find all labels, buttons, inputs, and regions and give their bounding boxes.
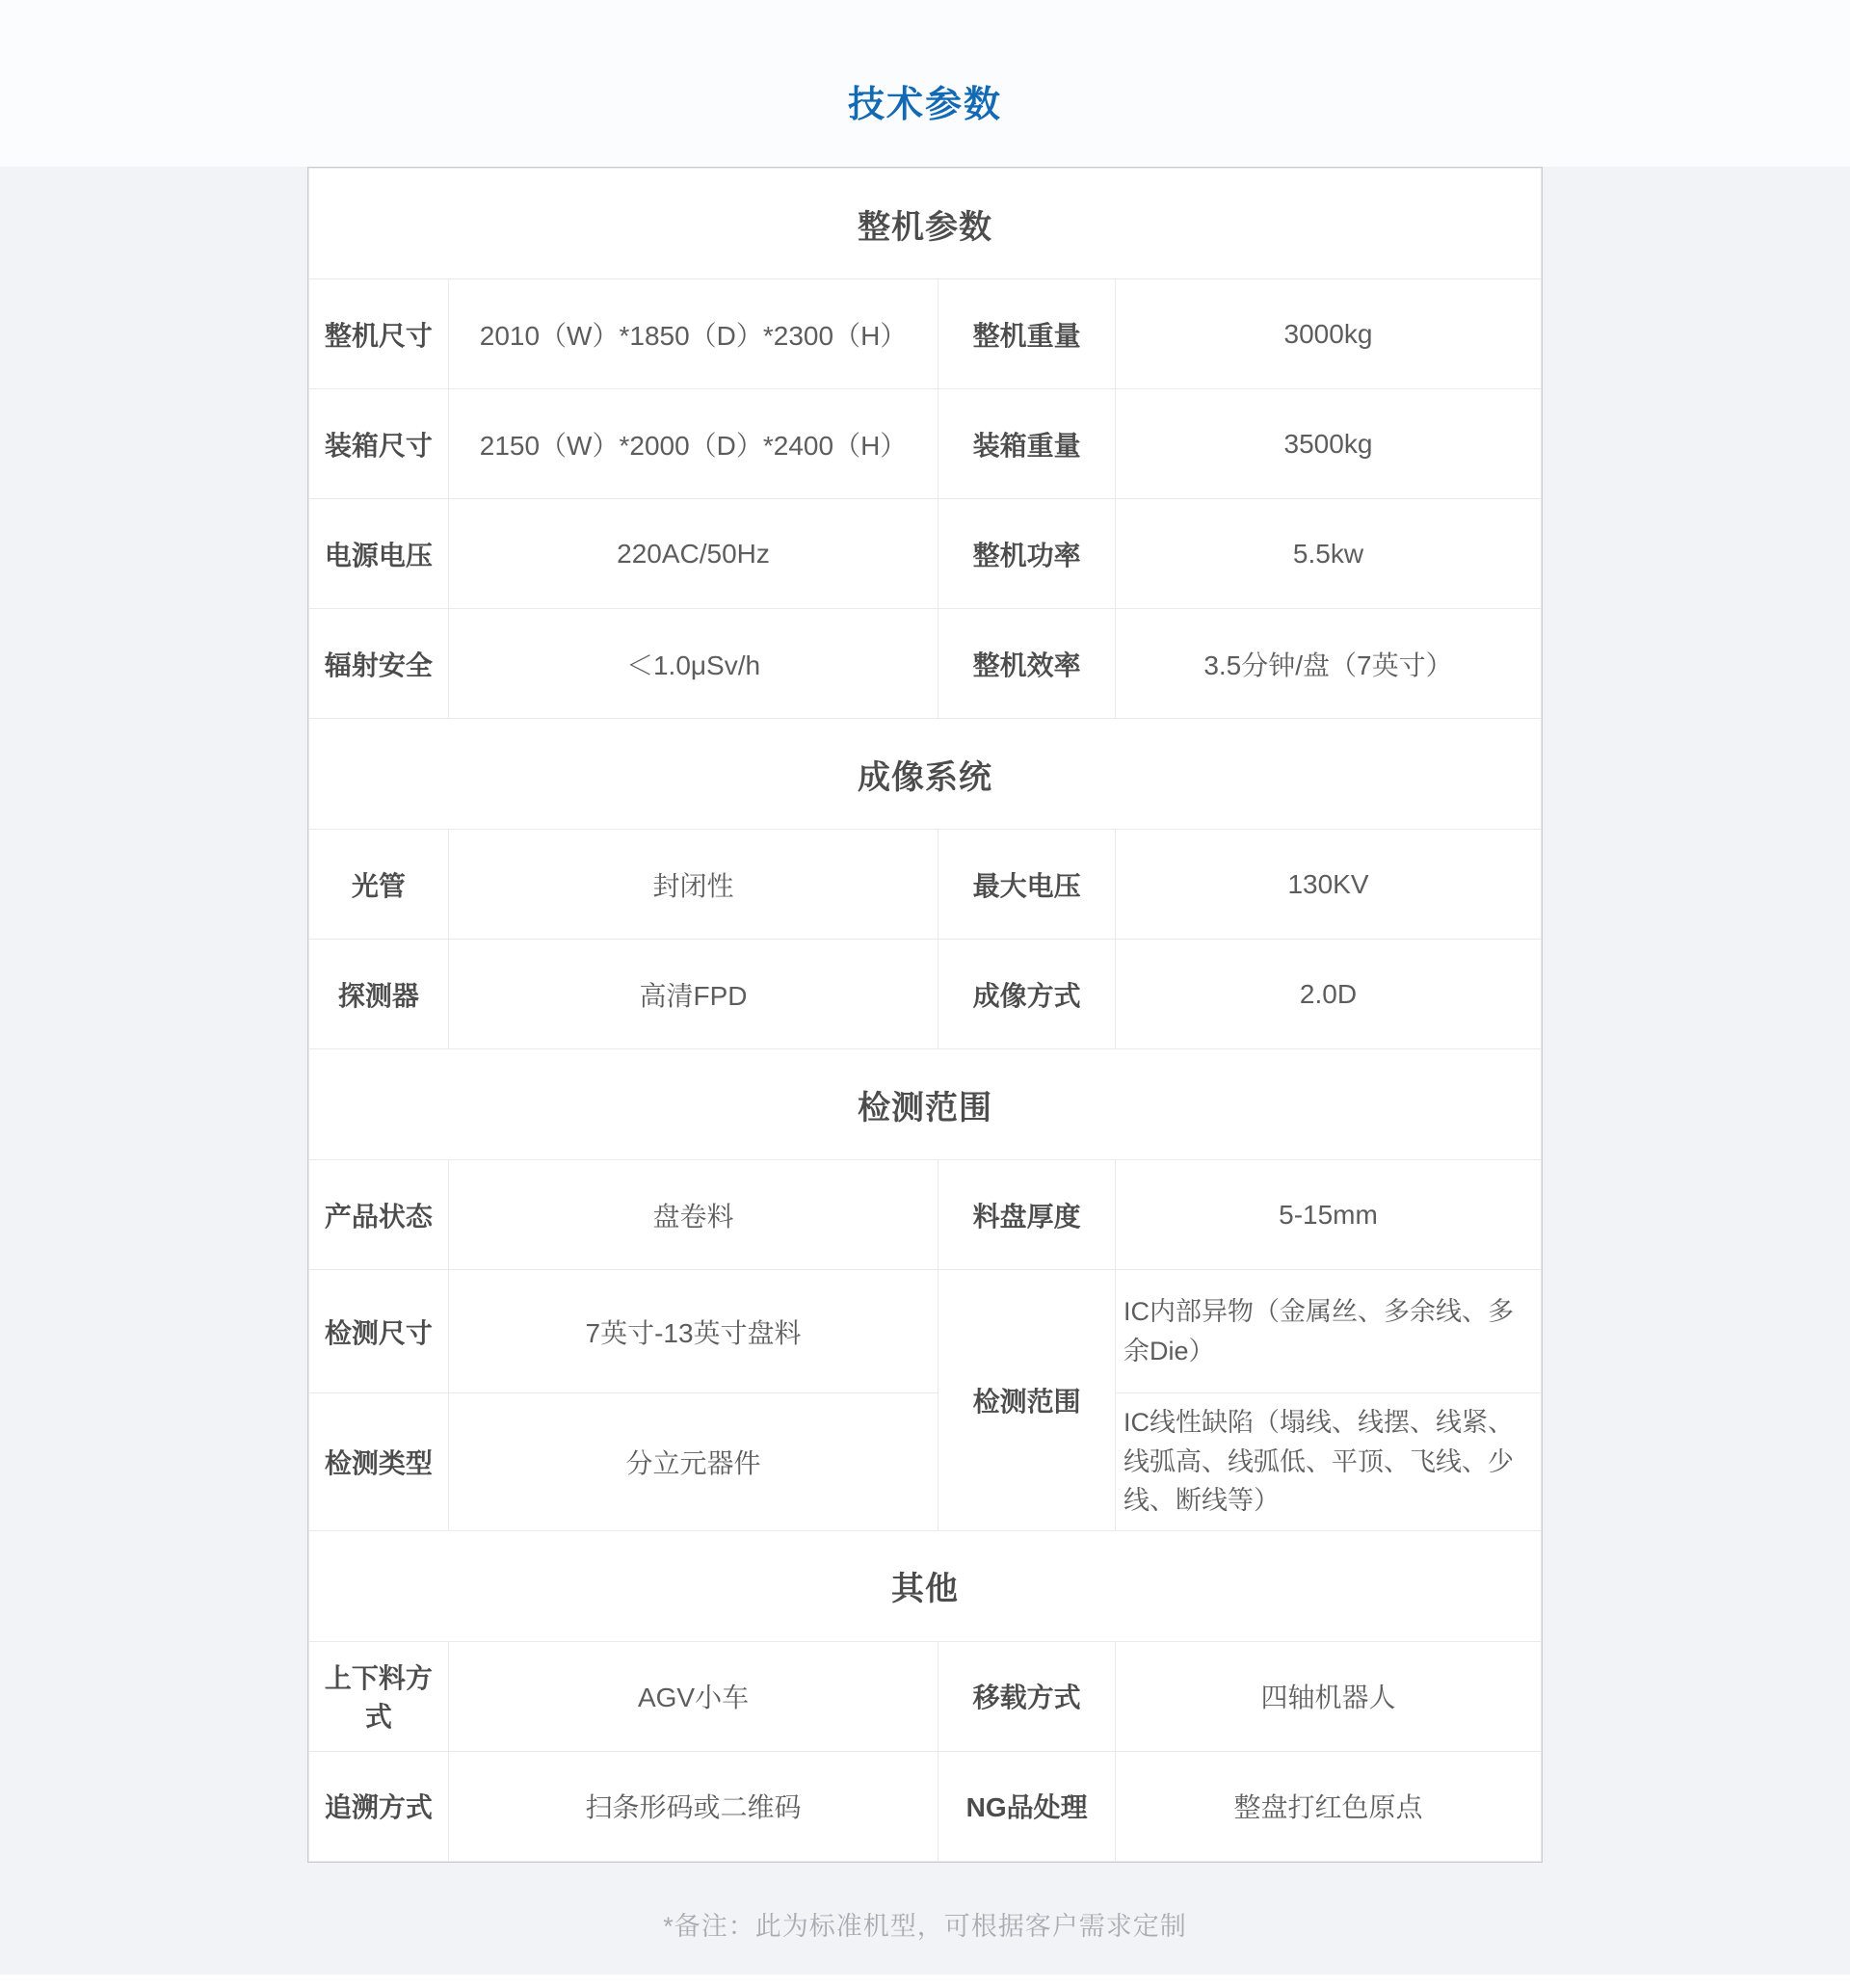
table-row bbox=[309, 1393, 1542, 1531]
spec-label: 整机重量 bbox=[938, 279, 1116, 389]
spec-value: 3000kg bbox=[1115, 279, 1541, 389]
spec-label: 探测器 bbox=[309, 940, 449, 1049]
spec-value: AGV小车 bbox=[448, 1641, 938, 1751]
spec-label: 辐射安全 bbox=[309, 609, 449, 719]
spec-value: 扫条形码或二维码 bbox=[448, 1751, 938, 1861]
spec-label: 检测范围 bbox=[938, 1270, 1116, 1531]
spec-label: 整机效率 bbox=[938, 609, 1116, 719]
section-heading: 整机参数 bbox=[309, 169, 1542, 279]
spec-value: 5-15mm bbox=[1115, 1160, 1541, 1270]
spec-value: 2150（W）*2000（D）*2400（H） bbox=[448, 389, 938, 499]
spec-value: 2.0D bbox=[1115, 940, 1541, 1049]
spec-label: 成像方式 bbox=[938, 940, 1116, 1049]
table-row bbox=[309, 1160, 1542, 1270]
spec-table bbox=[308, 168, 1542, 1862]
table-row bbox=[309, 940, 1542, 1049]
section-row bbox=[309, 719, 1542, 830]
table-row bbox=[309, 609, 1542, 719]
spec-value: 220AC/50Hz bbox=[448, 499, 938, 609]
spec-value: 封闭性 bbox=[448, 830, 938, 940]
table-row bbox=[309, 830, 1542, 940]
spec-value: 四轴机器人 bbox=[1115, 1641, 1541, 1751]
spec-label: 检测类型 bbox=[309, 1393, 449, 1531]
spec-label: 最大电压 bbox=[938, 830, 1116, 940]
spec-value: 3.5分钟/盘（7英寸） bbox=[1115, 609, 1541, 719]
spec-value: 分立元器件 bbox=[448, 1393, 938, 1531]
spec-label: NG品处理 bbox=[938, 1751, 1116, 1861]
spec-label: 移载方式 bbox=[938, 1641, 1116, 1751]
spec-label: 整机尺寸 bbox=[309, 279, 449, 389]
spec-value: 130KV bbox=[1115, 830, 1541, 940]
spec-label: 电源电压 bbox=[309, 499, 449, 609]
spec-table-container bbox=[307, 167, 1543, 1863]
section-heading: 检测范围 bbox=[309, 1049, 1542, 1160]
section-heading: 成像系统 bbox=[309, 719, 1542, 830]
table-row bbox=[309, 1270, 1542, 1393]
spec-label: 装箱尺寸 bbox=[309, 389, 449, 499]
spec-value: 5.5kw bbox=[1115, 499, 1541, 609]
section-row bbox=[309, 169, 1542, 279]
spec-value: 7英寸-13英寸盘料 bbox=[448, 1270, 938, 1393]
spec-value: 高清FPD bbox=[448, 940, 938, 1049]
spec-value: 3500kg bbox=[1115, 389, 1541, 499]
spec-value: 整盘打红色原点 bbox=[1115, 1751, 1541, 1861]
spec-value: 盘卷料 bbox=[448, 1160, 938, 1270]
spec-value: IC内部异物（金属丝、多余线、多余Die） bbox=[1115, 1270, 1541, 1393]
footnote: *备注：此为标准机型，可根据客户需求定制 bbox=[663, 1911, 1187, 1941]
table-row bbox=[309, 499, 1542, 609]
spec-label: 追溯方式 bbox=[309, 1751, 449, 1861]
spec-value: ＜1.0μSv/h bbox=[448, 609, 938, 719]
spec-value: IC线性缺陷（塌线、线摆、线紧、线弧高、线弧低、平顶、飞线、少线、断线等） bbox=[1115, 1393, 1541, 1531]
table-row bbox=[309, 279, 1542, 389]
spec-label: 料盘厚度 bbox=[938, 1160, 1116, 1270]
spec-value: 2010（W）*1850（D）*2300（H） bbox=[448, 279, 938, 389]
spec-label: 上下料方式 bbox=[309, 1641, 449, 1751]
spec-label: 装箱重量 bbox=[938, 389, 1116, 499]
spec-label: 整机功率 bbox=[938, 499, 1116, 609]
spec-label: 检测尺寸 bbox=[309, 1270, 449, 1393]
table-row bbox=[309, 389, 1542, 499]
table-row bbox=[309, 1641, 1542, 1751]
bottom-strip bbox=[0, 1975, 1850, 1988]
section-heading: 其他 bbox=[309, 1530, 1542, 1641]
section-row bbox=[309, 1530, 1542, 1641]
spec-label: 产品状态 bbox=[309, 1160, 449, 1270]
spec-label: 光管 bbox=[309, 830, 449, 940]
page-title: 技术参数 bbox=[847, 85, 1002, 125]
table-row bbox=[309, 1751, 1542, 1861]
section-row bbox=[309, 1049, 1542, 1160]
page-header bbox=[0, 0, 1850, 167]
